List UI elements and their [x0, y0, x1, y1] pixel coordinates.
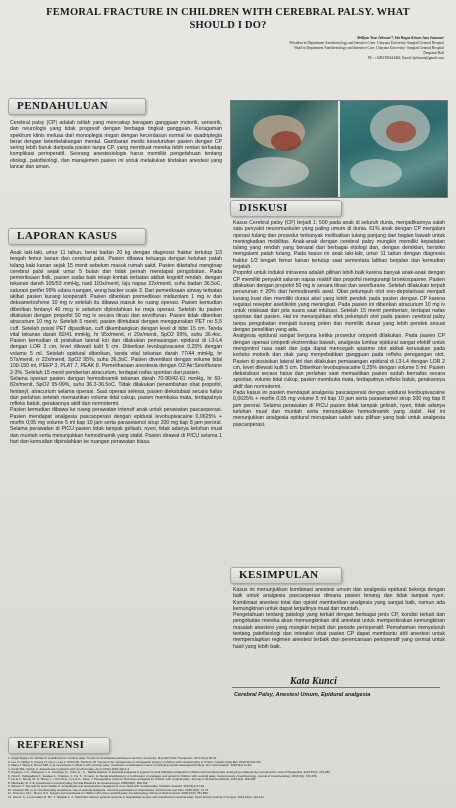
laporan-paragraph-2: Selama operasi pasien dengan hemodinamik tekanan darah 70-90/42-61 mmHg, hr 60-82x/menit, SpO2 95-99%, suhu 36.3-36.5oC. Tidak dilakukan penambahan obat propofol, fentanyl, atracurium selama operasi. Saat operasi selesai, pasien diekstubasi secara halus dan perlahan setelah memastikan volume tidal cukup, pasien membuka mata, terdapatnya refleks batuk, gerakannya aktif dan normotermi. [10, 375, 222, 408]
pendahuluan-paragraph: Cerebral palsy (CP) adalah istilah yang mencakup beragam gangguan motorik, sensorik, dan neurologis yang tidak progresif dengan berbagai tingkat gangguan. Keragaman spektrum klinis meluas dari monoplegia ringan dengan kecerdasan normal ke quadriplegia berat dengan keterbelakangan mental. Gambaran medis keseluruhan pasien dengan CP sering lebih buruk daripada pasien tanpa CP, yang membuat mereka lebih rentan terhadap komplikasi perioperatif. Seorang anestesiologis harus memiliki pengetahuan tentang etiologi, patofisiologi, dan manajemen pasien ini untuk melakukan tindakan anestesi yang lancar dan aman. [10, 120, 222, 171]
keywords-text: Cerebral Palsy, Anestesi Umum, Epidural analgesia [234, 692, 371, 698]
keywords-divider [232, 687, 440, 688]
reference-item: 4. Ismail MH, Cardon C. Anaesthesia in patients with cerebral palsy. Ann Int Med 2015;4(2):1-4. [8, 767, 130, 771]
diskusi-text [233, 220, 445, 428]
diskusi-paragraph-2: Propofol untuk induksi intravena adalah pilihan lebih baik karena banyak anak-anak dengan CP memiliki penyakit saluran napas reaktif dan propofol mengurangi bronkospasme. Pasien dilakukan dengan propofol 50 mg iv secara titrasi dan sevoflurane. Setelah dilakukan terjadi penurunan ± 20% dari hemodinamik awal. Obat pelumpuh otot non-depolarisasi menjadi kurang kuat dan memiliki durasi aksi yang lebih pendek pada pasien dengan CP karena regulasi reseptor asetilkolin yang meningkat. Pada pasien ini diberikan atracurium 10 mg iv untuk relaksasi dari pita suara saat intubasi. Setelah 15 menit pemberian, terdapat nafas spontan dari pasien. Hal ini menunjukkan efek pelumpuh otot pada pasien cerebral palsy tanpa pengobatan menjadi kurang poten dan memiliki durasi yang lebih pendek sesuai dengan penelitian yang ada. [233, 270, 445, 334]
section-header-diskusi [230, 200, 342, 217]
section-title-diskusi: DISKUSI [239, 202, 288, 214]
kesimpulan-paragraph-2: Pengetahuan tentang patologi yang terkait dengan berbagai jenis CP, kondisi terkait dan pengobatan mereka akan memungkinkan ahli anestesi untuk memperkirakan kemungkinan masalah anestesi yang mungkin terjadi dan periode perioperatif. Pemahaman menyeluruh tentang patofisiologi dan interaksi obat pasien CP dapat membantu ahli anestesi untuk memperslapkan regimen anestesi terbaik dan perencanaan perioperatif yang cermat untuk hasil yang lebih baik. [233, 612, 445, 650]
affiliation-1: ¹Resident in Department Anesthesiology and Intensive Care. Udayana University-Sanglah General Hospital [289, 41, 444, 46]
title-line-2: SHOULD I DO? [189, 20, 267, 31]
reference-item: 9. Wesson T, Tamnahl M, Doenmkaller K. Anaesthesia and perioperative management of an infant with cerebral palsy. Pediatric Anaesth. 2019;8(4):57-62. [8, 785, 205, 789]
reference-item: 8. Martinelle, M. V. E. Anesthesia in cerebral palsy. Revista Brasileira de Anestesiologia. 2005;55(6): 680-702. [8, 781, 149, 785]
surgery-photo-2 [340, 101, 447, 197]
reference-item: 5. Prasetyo. L.R., Widayana, L.A., Pandaya, D., Chen, E., S. , Nahlia Aliafaris. R. Epidural analgesia is superior to local infiltration analgesia in children with cerebral palsy undergoing unilateral hip reconstruction. Acta Orthopaedica. 2016;87(3): 276-282. [8, 771, 331, 775]
reference-list [8, 757, 448, 800]
author-names: Brillyan Yoar Jehosua¹*, Ida Bagus Krisna Jaya Sutawan² [357, 36, 444, 40]
kesimpulan-paragraph-1: Kasus ini menunjukkan kombinasi anestesi umum dan analgesia epidural bekerja dengan baik untuk analgesia pascaoperasi dimana pasien tenang dan tidak tampak nyeri. Kombinasi anestesi total dan opioid memberikan analgesia yang sangat baik, namun ada kemungkinan untuk dapat terjadinya mual dan muntah. [233, 587, 445, 612]
surgery-photos [230, 100, 448, 198]
pendahuluan-text [10, 120, 222, 170]
reference-item: 3. Wang J, Wang Z, Brown MM, et al. Anesthesia in children with cerebral palsy: anesthetic considerations based on clinical and pharmacological findings. Ann Card Anaesth. 2020;8(1):11-20. [8, 764, 252, 768]
poster-title [20, 6, 436, 32]
laporan-paragraph-1: Anak laki-laki, umur 11 tahun, berat badan 20 kg dengan diagnosis fraktur tertutup 1/3 tengah femur kanan dan cerebral palsi. Pasien dibawa keluarga dengan keluhan patah tulang kaki kanan sejak 15 menit sebelum masuk rumah sakit. Pasien diketahui menginap cerebral palsi sejak umur 5 bulan dan tidak pernah mendapat pengobatan. Pada pemeriksaan fisik, pasien sadar baik tetapi kontak terbatas akibat kognitif rendah, dengan tekanan darah 105/53 mmHg, nadi 110x/menit, laju napas 22x/menit, suhu badan 36,5oC, saturasi perifer 99% udara ruangan, wong backer scale 3. Dari pemeriksaan airway terbatas akibat pasien kurang kooperatif. Pasien diberikan premedikasi midazolam 1 mg iv dan deksametoshone 10 mg iv setelah itu dibawa masuk ke ruang operasi. Pasien kemudian diberikan fentanyl 40 mcg iv sebelum dipindahkan ke meja operasi. Setelah itu pasien dilakukan dengan propofol 50 mg iv secara titrasi dan sevofluran. Pasien tidak diberikan atracurium 10 mg iv. Setelah 5 menit, pasien diintubasi dengan menggunakan PET no 5,5 cuff. Setelah posisi PET dipastikan, cuff dikembangkan dengan level di bibir 15 cm. Tanda vital tekanan darah 82/41 mmHg, hr 95x/menit, rr 20x/menit, SpO2 99%, suhu 36.4oc. Pasien kemudian di posisikan lateral kiri dan dilakukan pemasangan epidural di L3-L4 dengan LOR 2 cm, level dilewati kulit 5 cm. Diberikan levobupivacaine 0,25% dengan volume 5 ml. Setelah epidural diberikan, tanda vital tekanan darah 77/44 mmHg, hr 57x/menit, rr 22x/menit, SpO2 95%, suhu 36,3oC. Pasien diventilasi dengan volume tidal 100-150 ml, PEEP 3, PLAT 7, PEAK 8. Pemeliharaan anestesia dengan O2:Air:Sevoflurane 2-3%. Setelah 15 menit pemberian atracurium, terdapat nafas spontan dari pasien. [10, 250, 222, 376]
section-header-kesimpulan [230, 567, 342, 584]
reference-item: 11. Thomson, M.C., Myers, R.S. Surgery and anesthesia for children who have cerebral palsy. Anesthesiology Clinics of North America. 2005;23(3): 651-659. [8, 792, 209, 796]
reference-item: 7. Liu H.Y., Sheng JA, N. Sheen, L., Chen D.H., Lee D.C., Sane, Y. Perioperative of Nerve Technique analgesia for children with cerebral palsy. Journal of Clinical Anesthesia. 2015;4(3): 199-208. [8, 778, 256, 782]
diskusi-paragraph-4: Pada kasus ini pasien mendapat analgesia pascaoperasi dengan epidural levobupivacaine 0,0625% + morfin 0,05 mg volume 5 ml tiap 10 jam serta parasetamol sirup 200 mg tiap 8 jam peroral. Selama perawatan di PICU pasien tidak tampak gelisah, nyeri, tidak adanya keluhan mual dan muntah serta menunjukkan hemodinamik yang stabil. Hal ini menunjukkan analgesia epidural merupakan salah satu pilihan yang baik untuk analgesia pascaoperasi. [233, 390, 445, 428]
section-header-laporan-kasus [8, 228, 146, 245]
author-block [144, 36, 444, 61]
diskusi-paragraph-1: Kasus Cerebral palsy (CP) terjadi 1: 500 pada anak di seluruh dunia, menjadikannya salah satu penyakit neuromuskuler yang paling umum di dunia. 61% anak dengan CP menjalani operasi tulang dan prosedur terbanyak melibatkan tulang panjang dari bagian bawah untuk meningkatkan mobilitas. Anak-anak dengan cerebral palsy mungkin memiliki kepadatan tulang yang rendah yang berasal dari berbagai etiologi dan, dengan demikian, berisiko mengalami patah tulang. Pada kasus ini anak laki-laki, umur 11 tahun dengan diagnosis fraktur 1/3 tengah femur kanan tertutup saat sementara latihan berjalan dan kemudian terjatuh. [233, 220, 445, 271]
author-contact: Ph : +6282393444462; Email: bjehosua@gmail.com [368, 56, 444, 61]
reference-item: 6. Orta D., Karlsgalkyal J., Swalaw, A., Chahine, J., Fis. S., Urmann, H. Dental anesthesia by a combination of analgesic and opioid for children with cerebral palsy. Contemporary. Anesthesiology. Journal of Anesthesiology. 2016;3(1): 150-156. [8, 774, 318, 778]
section-header-referensi [8, 737, 110, 754]
section-title-referensi: REFERENSI [17, 739, 85, 751]
reference-item: 10. Hosseini DD, et al. Cerebral palsy anesthesia. Use of epidural analgesia. Continuing Education in Anaesthesia, Critical Care and Pain. 2016;16(2): 72-76. [8, 788, 210, 792]
kata-kunci-heading: Kata Kunci [290, 676, 337, 687]
reference-item: 12. Gee D. S., Lu Gonzalez R, Ms. T., Barakat C. A. Shrichlard wherent epidural outcome in hospitalized surgery with anesthetized cerebral palsy. Open Access Journal of Surgery. 2016;21(1): 116-122. [8, 796, 265, 800]
section-title-kesimpulan: KESIMPULAN [239, 569, 319, 581]
diskusi-paragraph-3: Analgesia epidural sangat berguna ketika prosedur ortopedi dilakukan. Pada pasien CP dengan operasi ortopedi ekstremitas bawah, analgesia lumbar epidural sangat efektif untuk mengontrol rasa sakit dan juga dapat mencegah spasme otot akibat kerusakan pada korteks motorik dan otak yang menyebabkan gangguan pada refleks peregangan otot. Pasien di posisikan lateral kiri dan dilakukan pemasangan epidural di L3-L4 dengan LOR 2 cm, level dilewati kulit 5 cm. Diberikan levobupivacaine 0,25% dengan volume 5 ml. Pasien diekstubasi secara halus dan perlahan saat memastikan pasien sudah bernafas secara spontan, volume tidal cukup, pasien membuka mata, terdapatnya refleks batuk, gerakannya aktif dan normotermi. [233, 333, 445, 390]
kesimpulan-text [233, 587, 445, 650]
author-city: Denpasar-Bali [423, 51, 444, 56]
reference-item: 1. Singhi Rajeev DJ, Mohan R. Anesthesia for cerebral palsy. Trends for anesthesia practitioners and the community. Med JDY Path Therapeutic. 2017;21(1):18-42. [8, 757, 217, 760]
reference-item: 2. Lee JY, Wilson K, Kwong LY, Kim H, Lee A. Sinha SK. Pacheco JP. Trends in the management of orthopaedic surgery in children with cerebral palsy in Ontario. Anesth Analg Bull. 2015;35:364-370. [8, 760, 262, 764]
section-title-laporan-kasus: LAPORAN KASUS [17, 230, 118, 242]
laporan-kasus-text [10, 250, 222, 445]
affiliation-2: ²Staff in Department Anesthesiology and Intensive Care. Udayana University- Sanglah General Hospital [293, 46, 444, 51]
section-header-pendahuluan [8, 98, 146, 115]
section-title-pendahuluan: PENDAHULUAN [17, 100, 109, 112]
laporan-paragraph-3: Pasien kemudian dibawa ke ruang perawatan intensif anak untuk perawatan pascaoperasi. Pasien mendapat analgesia pascaoperasi dengan epidural levobupivacaine 0,0625% + morfin 0,05 mg volume 5 ml tiap 10 jam serta parasetamol sirup 200 mg tiap 8 jam peroral. Selama perawatan di PICU pasien tidak tampak gelisah, nyeri, tidak adanya keluhan mual dan muntah serta menunjukkan hemodinamik yang stabil. Pasien dirawat di PICU selama 1 hari dan kemudian dipindahkan ke ruangan perawatan biasa. [10, 407, 222, 445]
surgery-photo-1 [231, 101, 338, 197]
title-line-1: FEMORAL FRACTURE IN CHILDREN WITH CEREBRAL PALSY. WHAT [46, 7, 410, 18]
